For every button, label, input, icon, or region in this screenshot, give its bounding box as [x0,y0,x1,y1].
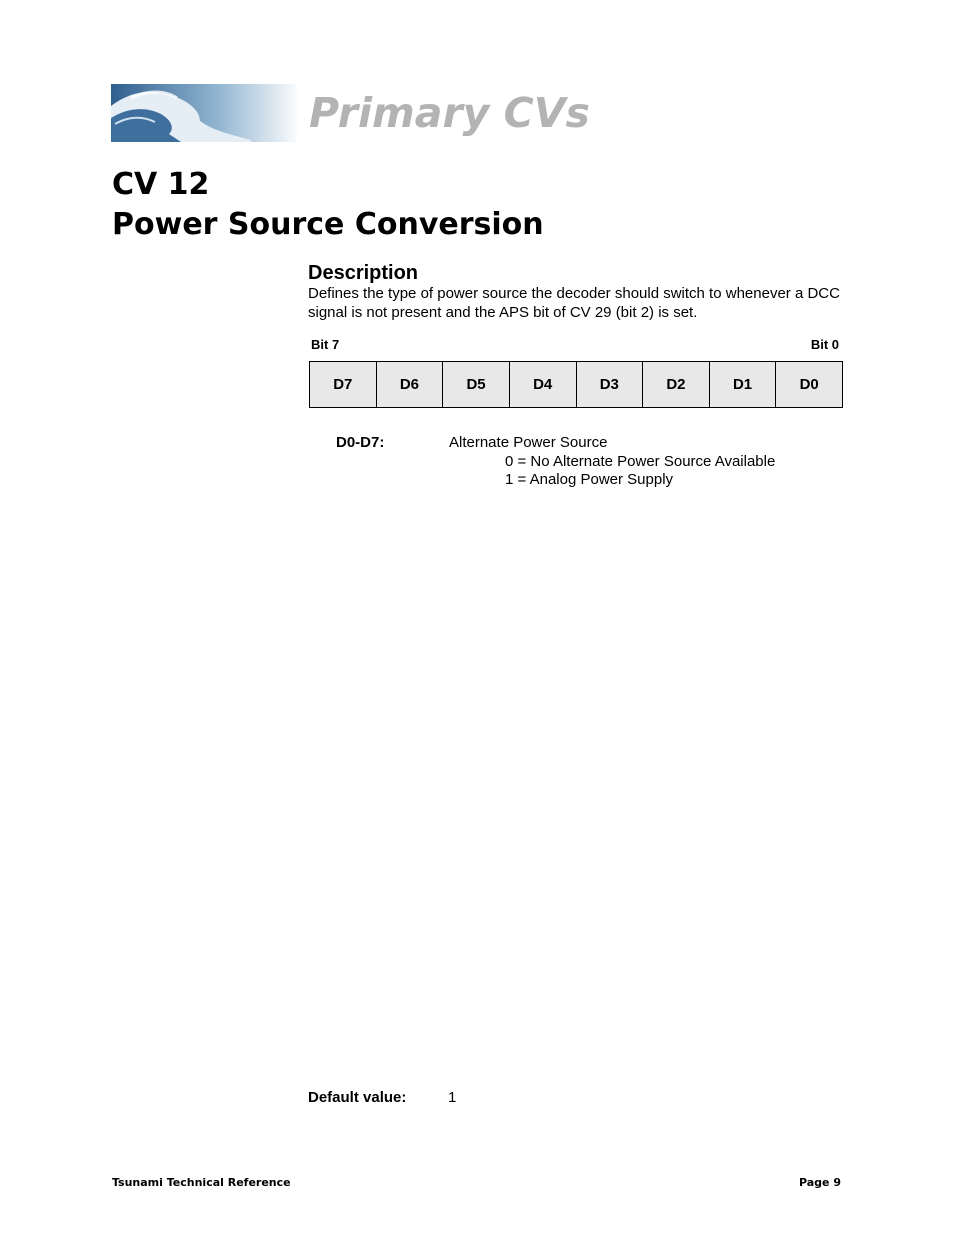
bit-cell-d2: D2 [643,362,710,407]
wave-icon [111,84,301,142]
section-title: Primary CVs [309,89,590,137]
field-label: D0-D7: [336,434,385,451]
bit-cell-d0: D0 [799,376,819,393]
footer-title: Tsunami Technical Reference [112,1176,291,1189]
description-heading: Description [308,262,419,284]
bit-cell-d1: D1 [710,362,777,407]
bit-7-label: Bit 7 [311,337,340,352]
page-number: Page 9 [798,1176,841,1189]
cv-name: Power Source Conversion [112,207,544,242]
cv-title [112,165,544,245]
field-option: 1 = Analog Power Supply [505,471,674,488]
default-value: 1 [448,1089,457,1106]
bit-cell-d4: D4 [510,362,577,407]
bit-cell-d7: D7 [310,362,377,407]
bit-0-label: Bit 0 [810,337,839,352]
bit-table [309,361,843,408]
bit-cell-d3: D3 [577,362,644,407]
field-option: 0 = No Alternate Power Source Available [505,453,776,470]
bit-cell-d5: D5 [443,362,510,407]
default-value-label: Default value: [308,1089,407,1106]
bit-cell-d6: D6 [377,362,444,407]
cv-number: CV 12 [112,167,210,202]
description-body: Defines the type of power source the decoder should switch to whenever a DCC signal is not present and the APS bit of CV 29 (bit 2) is set. [308,285,840,321]
field-name: Alternate Power Source [449,434,608,451]
